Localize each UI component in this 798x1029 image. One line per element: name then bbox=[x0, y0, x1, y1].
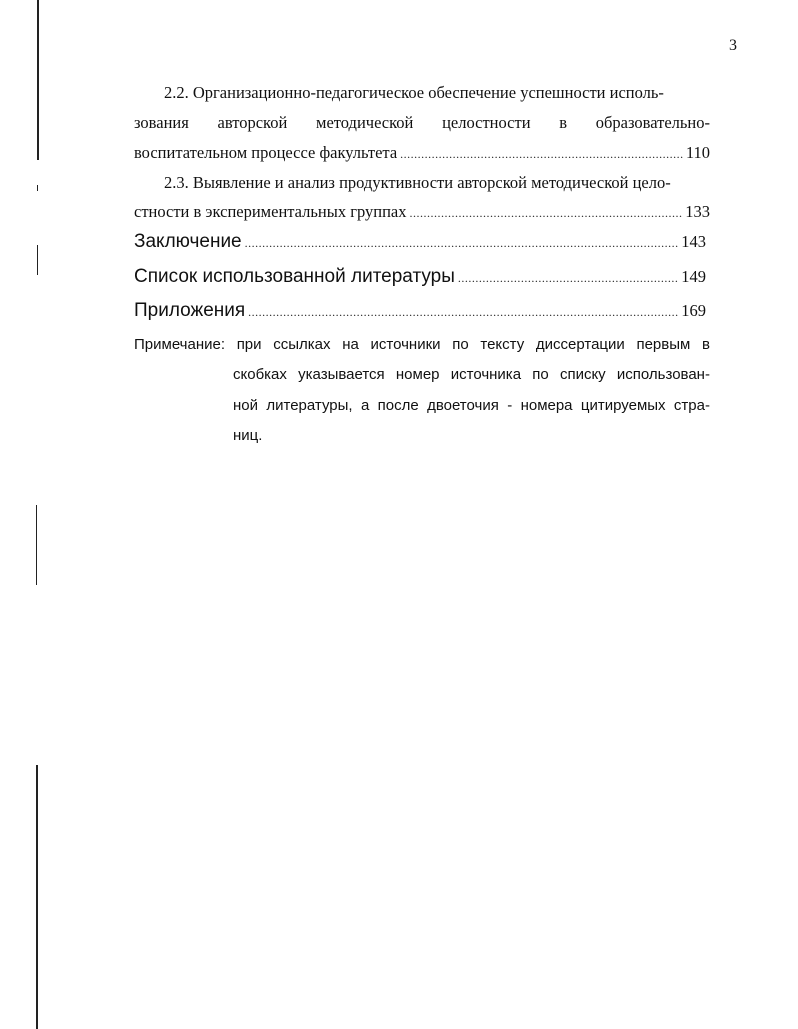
toc-item-2-2-line2 bbox=[134, 113, 710, 133]
note-word: использован- bbox=[616, 366, 710, 383]
note-word: тексту bbox=[480, 336, 525, 353]
note-word: при bbox=[236, 336, 262, 353]
note-word: ссылках bbox=[273, 336, 331, 353]
note-word: ниц. bbox=[233, 427, 263, 444]
note-word: а bbox=[360, 397, 370, 414]
note-word: литературы, bbox=[266, 397, 353, 414]
toc-text: 2.2. Организационно-педагогическое обеспечение успешности исполь- bbox=[164, 83, 664, 102]
note-line4 bbox=[233, 426, 262, 446]
note-line3 bbox=[233, 396, 710, 416]
note-word: источника bbox=[450, 366, 522, 383]
toc-item-2-2-line3 bbox=[134, 143, 710, 164]
toc-word: образовательно- bbox=[595, 113, 710, 132]
note-word: первым bbox=[636, 336, 691, 353]
toc-word: авторской bbox=[217, 113, 288, 132]
toc-page-number: 169 bbox=[681, 301, 706, 320]
toc-page-number: 110 bbox=[685, 143, 710, 162]
scan-edge-dot bbox=[37, 185, 38, 191]
toc-word: целостности bbox=[442, 113, 531, 132]
note-word: Примечание: bbox=[134, 336, 225, 353]
toc-word: в bbox=[559, 113, 568, 132]
scan-edge-line bbox=[36, 505, 37, 585]
note-word: в bbox=[702, 336, 710, 353]
note-word: скобках bbox=[233, 366, 287, 383]
toc-leader bbox=[400, 144, 683, 164]
toc-page-number: 149 bbox=[681, 267, 706, 286]
note-word: по bbox=[532, 366, 549, 383]
toc-title: воспитательном процессе факультета bbox=[134, 143, 398, 162]
note-word: - bbox=[507, 397, 513, 414]
toc-leader bbox=[248, 305, 678, 320]
toc-title: стности в экспериментальных группах bbox=[134, 202, 407, 221]
toc-word: методической bbox=[316, 113, 414, 132]
note-line1 bbox=[134, 335, 710, 355]
scan-edge-dot bbox=[37, 245, 38, 275]
scan-edge-line bbox=[36, 765, 38, 1029]
toc-text: 2.3. Выявление и анализ продуктивности авторской методической цело- bbox=[164, 173, 671, 192]
toc-title: Список использованной литературы bbox=[134, 266, 455, 287]
toc-title: Заключение bbox=[134, 231, 242, 252]
note-word: номер bbox=[395, 366, 440, 383]
note-word: номера bbox=[520, 397, 573, 414]
note-word: диссертации bbox=[535, 336, 625, 353]
note-word: ной bbox=[233, 397, 259, 414]
note-word: списку bbox=[559, 366, 606, 383]
note-line2 bbox=[233, 365, 710, 385]
note-word: цитируемых bbox=[580, 397, 666, 414]
toc-page-number: 133 bbox=[685, 202, 710, 221]
toc-appendices bbox=[134, 299, 706, 323]
toc-item-2-3-line2 bbox=[134, 202, 710, 223]
note-word: источники bbox=[370, 336, 441, 353]
note-word: стра- bbox=[673, 397, 710, 414]
note-word: по bbox=[452, 336, 469, 353]
toc-word: зования bbox=[134, 113, 189, 132]
toc-title: Приложения bbox=[134, 300, 246, 321]
toc-page-number: 143 bbox=[681, 232, 706, 251]
toc-references bbox=[134, 265, 706, 289]
toc-leader bbox=[409, 203, 682, 223]
page-number: 3 bbox=[729, 37, 737, 54]
toc-item-2-3-line1 bbox=[164, 173, 671, 193]
note-word: после bbox=[377, 397, 419, 414]
scan-edge-line bbox=[37, 0, 39, 160]
toc-conclusion bbox=[134, 230, 706, 254]
toc-item-2-2-line1 bbox=[164, 83, 664, 103]
toc-leader bbox=[245, 236, 679, 251]
note-word: указывается bbox=[298, 366, 385, 383]
note-word: на bbox=[342, 336, 359, 353]
toc-leader bbox=[458, 271, 678, 286]
note-word: двоеточия bbox=[427, 397, 499, 414]
